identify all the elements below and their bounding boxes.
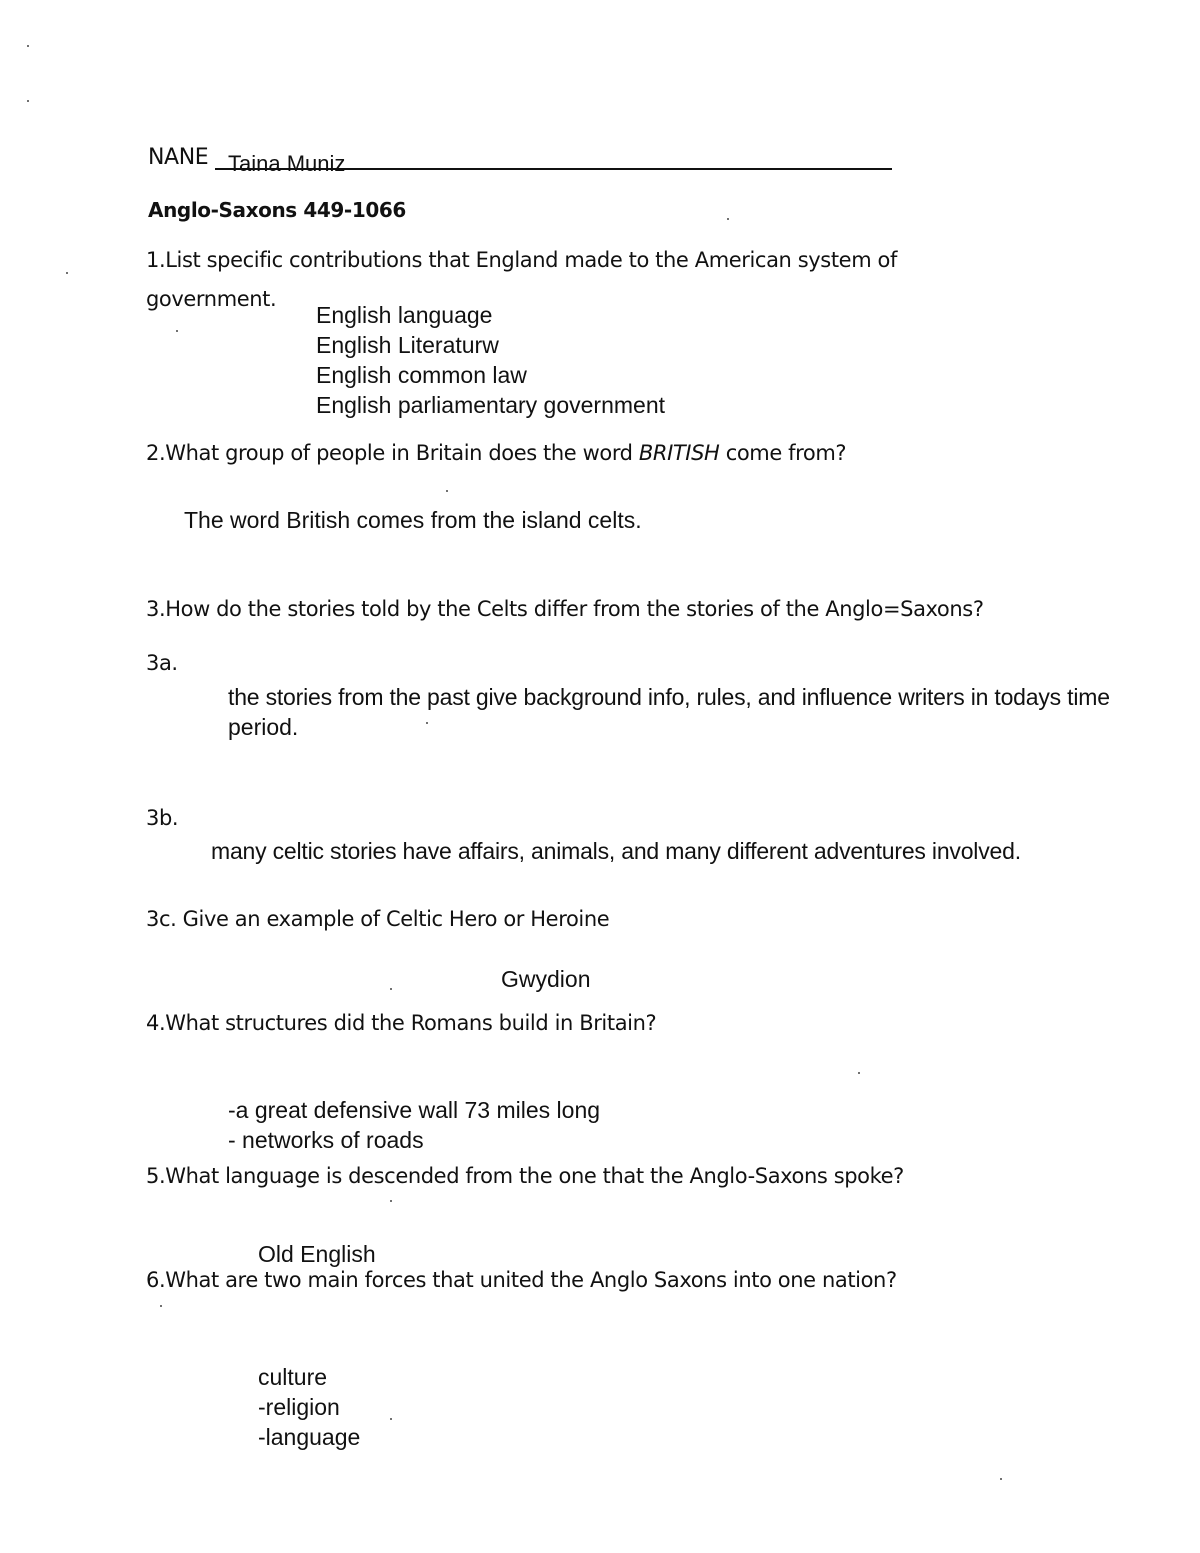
scan-speck bbox=[426, 722, 428, 724]
answer-2: The word British comes from the island celts. bbox=[184, 507, 642, 533]
question-2-text-before: 2.What group of people in Britain does the word bbox=[146, 441, 639, 465]
question-3c: 3c. Give an example of Celtic Hero or Heroine bbox=[146, 907, 610, 931]
question-3b-label: 3b. bbox=[146, 806, 179, 830]
question-5: 5.What language is descended from the one that the Anglo-Saxons spoke? bbox=[146, 1164, 904, 1188]
answer-3a-line-1: the stories from the past give background info, rules, and influence writers in todays time bbox=[228, 684, 1110, 710]
answer-1-item: English common law bbox=[316, 362, 527, 388]
scan-speck bbox=[446, 490, 448, 492]
answer-6-item: -religion bbox=[258, 1394, 340, 1420]
scan-speck bbox=[27, 100, 29, 102]
question-2 bbox=[146, 441, 846, 466]
scan-speck bbox=[66, 272, 68, 274]
question-3a-label: 3a. bbox=[146, 651, 178, 675]
answer-6-item: -language bbox=[258, 1424, 361, 1450]
scan-speck bbox=[858, 1072, 860, 1074]
scan-speck bbox=[1000, 1478, 1002, 1480]
question-3: 3.How do the stories told by the Celts differ from the stories of the Anglo=Saxons? bbox=[146, 597, 984, 621]
answer-1-item: English Literaturw bbox=[316, 332, 499, 358]
scan-speck bbox=[27, 45, 29, 47]
question-4: 4.What structures did the Romans build in Britain? bbox=[146, 1011, 657, 1035]
answer-4-item: -a great defensive wall 73 miles long bbox=[228, 1097, 601, 1123]
worksheet-title: Anglo-Saxons 449-1066 bbox=[148, 198, 406, 222]
question-1-line-1: 1.List specific contributions that England made to the American system of bbox=[146, 248, 897, 272]
answer-1-item: English language bbox=[316, 302, 493, 328]
answer-5: Old English bbox=[258, 1241, 376, 1267]
scan-speck bbox=[390, 1418, 392, 1420]
question-2-emphasis: BRITISH bbox=[638, 441, 720, 465]
answer-3b: many celtic stories have affairs, animals, and many different adventures involved. bbox=[211, 838, 1021, 864]
student-name: Taina Muniz bbox=[228, 151, 346, 176]
question-2-text-after: come from? bbox=[719, 441, 847, 465]
answer-3c: Gwydion bbox=[501, 966, 591, 992]
scan-speck bbox=[390, 988, 392, 990]
name-label: NANE bbox=[148, 145, 209, 170]
scan-speck bbox=[176, 330, 178, 332]
scan-speck bbox=[727, 218, 729, 220]
answer-3a-line-2: period. bbox=[228, 714, 299, 740]
scan-speck bbox=[160, 1305, 162, 1307]
answer-6-item: culture bbox=[258, 1364, 328, 1390]
question-6: 6.What are two main forces that united the Anglo Saxons into one nation? bbox=[146, 1268, 897, 1292]
answer-4-item: - networks of roads bbox=[228, 1127, 424, 1153]
question-1-line-2: government. bbox=[146, 287, 277, 311]
answer-1-item: English parliamentary government bbox=[316, 392, 666, 418]
scan-speck bbox=[390, 1200, 392, 1202]
